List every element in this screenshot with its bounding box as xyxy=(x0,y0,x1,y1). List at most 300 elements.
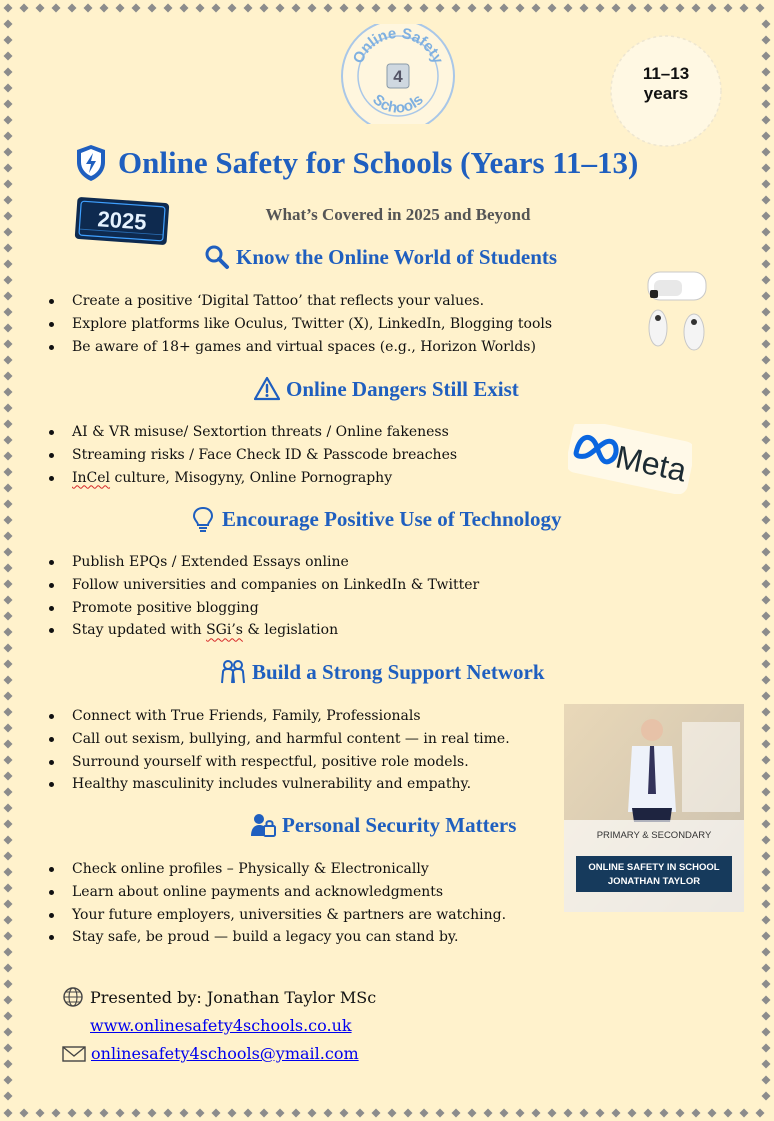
border-diamond xyxy=(4,4,13,13)
border-diamond xyxy=(762,596,771,605)
border-diamond xyxy=(4,420,13,429)
section-heading-personal-security xyxy=(250,812,516,838)
border-diamond xyxy=(116,1109,125,1118)
section-heading-text: Build a Strong Support Network xyxy=(252,659,545,684)
border-diamond xyxy=(762,548,771,557)
age-unit: years xyxy=(643,84,689,103)
border-diamond xyxy=(762,1044,771,1053)
shield-icon xyxy=(74,143,108,183)
border-diamond xyxy=(762,148,771,157)
border-diamond xyxy=(762,244,771,253)
border-diamond xyxy=(740,1109,749,1118)
subtitle: What’s Covered in 2025 and Beyond xyxy=(265,205,531,224)
border-diamond xyxy=(4,916,13,925)
border-diamond xyxy=(468,1109,477,1118)
border-diamond xyxy=(4,804,13,813)
border-diamond xyxy=(762,260,771,269)
border-diamond xyxy=(762,788,771,797)
border-diamond xyxy=(762,772,771,781)
border-diamond xyxy=(420,4,429,13)
photo-caption-line1: ONLINE SAFETY IN SCHOOL xyxy=(588,862,720,873)
border-diamond xyxy=(762,180,771,189)
border-diamond xyxy=(4,244,13,253)
border-diamond xyxy=(516,4,525,13)
border-diamond xyxy=(580,4,589,13)
envelope-icon xyxy=(62,1045,86,1063)
presenter-photo xyxy=(564,704,744,912)
border-diamond xyxy=(468,4,477,13)
list-item: Create a positive ‘Digital Tattoo’ that reflects your values. xyxy=(48,290,552,313)
border-diamond xyxy=(676,4,685,13)
border-diamond xyxy=(762,20,771,29)
border-diamond xyxy=(4,596,13,605)
border-diamond xyxy=(4,20,13,29)
border-diamond xyxy=(708,4,717,13)
border-diamond xyxy=(372,1109,381,1118)
border-diamond xyxy=(548,4,557,13)
list-item: AI & VR misuse/ Sextortion threats / Online fakeness xyxy=(48,421,457,444)
border-diamond xyxy=(68,1109,77,1118)
border-diamond xyxy=(4,644,13,653)
border-diamond xyxy=(116,4,125,13)
border-diamond xyxy=(4,84,13,93)
border-diamond xyxy=(762,996,771,1005)
border-diamond xyxy=(4,36,13,45)
logo-numeral: 4 xyxy=(393,67,403,86)
spellcheck-word: SGi’s xyxy=(206,622,243,639)
border-diamond xyxy=(4,868,13,877)
border-diamond xyxy=(4,1060,13,1069)
border-diamond xyxy=(644,4,653,13)
border-diamond xyxy=(628,4,637,13)
meta-logo-image xyxy=(568,424,692,494)
list-item xyxy=(48,619,479,642)
list-item: Learn about online payments and acknowledgments xyxy=(48,881,506,904)
border-diamond xyxy=(500,1109,509,1118)
border-diamond xyxy=(762,756,771,765)
magnifier-icon xyxy=(204,244,230,270)
section-heading-text: Know the Online World of Students xyxy=(236,244,558,269)
border-diamond xyxy=(52,4,61,13)
border-diamond xyxy=(68,4,77,13)
border-diamond xyxy=(762,468,771,477)
border-diamond xyxy=(4,788,13,797)
bullet-list-online-world xyxy=(48,290,552,358)
border-diamond xyxy=(762,612,771,621)
list-item: Be aware of 18+ games and virtual spaces (e.g., Horizon Worlds) xyxy=(48,336,552,359)
border-diamond xyxy=(4,164,13,173)
list-item xyxy=(48,467,457,490)
border-diamond xyxy=(644,1109,653,1118)
border-diamond xyxy=(484,1109,493,1118)
title-row xyxy=(74,142,754,184)
list-item: Publish EPQs / Extended Essays online xyxy=(48,551,479,574)
border-diamond xyxy=(762,692,771,701)
border-diamond xyxy=(762,52,771,61)
border-diamond xyxy=(260,4,269,13)
border-diamond xyxy=(762,1076,771,1085)
border-diamond xyxy=(762,660,771,669)
border-diamond xyxy=(756,4,765,13)
border-diamond xyxy=(762,100,771,109)
border-diamond xyxy=(4,980,13,989)
border-diamond xyxy=(762,340,771,349)
border-diamond xyxy=(762,292,771,301)
bullet-list-positive-tech xyxy=(48,551,479,642)
border-diamond xyxy=(4,148,13,157)
border-diamond xyxy=(292,1109,301,1118)
border-diamond xyxy=(4,884,13,893)
border-diamond xyxy=(308,1109,317,1118)
border-diamond xyxy=(762,740,771,749)
border-diamond xyxy=(564,4,573,13)
list-item: Stay safe, be proud — build a legacy you can stand by. xyxy=(48,926,506,949)
border-diamond xyxy=(4,68,13,77)
border-diamond xyxy=(4,340,13,349)
border-diamond xyxy=(660,1109,669,1118)
border-diamond xyxy=(180,1109,189,1118)
border-diamond xyxy=(762,724,771,733)
border-diamond xyxy=(762,500,771,509)
list-item: Surround yourself with respectful, positive role models. xyxy=(48,751,510,774)
border-diamond xyxy=(244,4,253,13)
border-diamond xyxy=(762,884,771,893)
border-diamond xyxy=(4,52,13,61)
border-diamond xyxy=(260,1109,269,1118)
border-diamond xyxy=(4,516,13,525)
photo-caption-top: PRIMARY & SECONDARY xyxy=(596,830,712,841)
border-diamond xyxy=(628,1109,637,1118)
list-item: Follow universities and companies on LinkedIn & Twitter xyxy=(48,574,479,597)
border-diamond xyxy=(4,836,13,845)
page-title: Online Safety for Schools (Years 11–13) xyxy=(118,145,639,180)
border-diamond xyxy=(676,1109,685,1118)
border-diamond xyxy=(4,772,13,781)
border-diamond xyxy=(762,436,771,445)
border-diamond xyxy=(36,1109,45,1118)
logo-bottom-text: Schools xyxy=(369,91,427,117)
border-diamond xyxy=(762,388,771,397)
border-diamond xyxy=(356,1109,365,1118)
border-diamond xyxy=(532,1109,541,1118)
list-item: Connect with True Friends, Family, Professionals xyxy=(48,705,510,728)
border-diamond xyxy=(762,676,771,685)
border-diamond xyxy=(388,4,397,13)
border-diamond xyxy=(148,1109,157,1118)
border-diamond xyxy=(580,1109,589,1118)
list-item: Call out sexism, bullying, and harmful content — in real time. xyxy=(48,728,510,751)
list-item: Healthy masculinity includes vulnerability and empathy. xyxy=(48,773,510,796)
border-diamond xyxy=(762,964,771,973)
border-diamond xyxy=(4,356,13,365)
border-diamond xyxy=(212,4,221,13)
border-diamond xyxy=(4,372,13,381)
border-diamond xyxy=(372,4,381,13)
border-diamond xyxy=(84,4,93,13)
presenter-line xyxy=(62,986,376,1008)
border-diamond xyxy=(244,1109,253,1118)
border-diamond xyxy=(762,580,771,589)
list-item: Promote positive blogging xyxy=(48,597,479,620)
lock-person-icon xyxy=(250,812,276,838)
border-diamond xyxy=(762,356,771,365)
border-diamond xyxy=(762,708,771,717)
border-diamond xyxy=(340,4,349,13)
border-diamond xyxy=(4,612,13,621)
border-diamond xyxy=(4,564,13,573)
bullet-list-personal-security xyxy=(48,858,506,949)
border-diamond xyxy=(708,1109,717,1118)
border-diamond xyxy=(740,4,749,13)
section-heading-text: Personal Security Matters xyxy=(282,812,517,837)
border-diamond xyxy=(4,196,13,205)
border-diamond xyxy=(4,532,13,541)
online-safety-4-schools-logo xyxy=(338,24,458,124)
border-diamond xyxy=(164,1109,173,1118)
border-diamond xyxy=(762,932,771,941)
globe-icon xyxy=(62,986,84,1008)
border-diamond xyxy=(20,4,29,13)
border-diamond xyxy=(692,1109,701,1118)
border-diamond xyxy=(4,900,13,909)
border-diamond xyxy=(20,1109,29,1118)
border-diamond xyxy=(276,1109,285,1118)
border-diamond xyxy=(4,692,13,701)
border-diamond xyxy=(762,1012,771,1021)
border-diamond xyxy=(4,100,13,109)
border-diamond xyxy=(4,1028,13,1037)
border-diamond xyxy=(762,564,771,573)
border-diamond xyxy=(4,964,13,973)
border-diamond xyxy=(4,468,13,477)
border-diamond xyxy=(4,820,13,829)
section-heading-positive-tech xyxy=(190,506,562,532)
border-diamond xyxy=(762,1028,771,1037)
border-diamond xyxy=(762,516,771,525)
warning-icon xyxy=(254,376,280,402)
border-diamond xyxy=(4,948,13,957)
age-range: 11–13 xyxy=(642,64,690,83)
border-diamond xyxy=(4,1092,13,1101)
website-line xyxy=(90,1016,352,1035)
border-diamond xyxy=(762,1092,771,1101)
border-diamond xyxy=(762,980,771,989)
border-diamond xyxy=(100,1109,109,1118)
border-diamond xyxy=(762,948,771,957)
border-diamond xyxy=(356,4,365,13)
border-diamond xyxy=(212,1109,221,1118)
border-diamond xyxy=(4,276,13,285)
border-diamond xyxy=(756,1109,765,1118)
border-diamond xyxy=(4,724,13,733)
border-diamond xyxy=(4,932,13,941)
logo-top-text: Online Safety xyxy=(349,24,447,67)
border-diamond xyxy=(548,1109,557,1118)
border-diamond xyxy=(762,484,771,493)
vr-headset-image xyxy=(640,266,714,358)
border-diamond xyxy=(132,4,141,13)
border-diamond xyxy=(436,1109,445,1118)
border-diamond xyxy=(660,4,669,13)
border-diamond xyxy=(4,1109,13,1118)
border-diamond xyxy=(180,4,189,13)
border-diamond xyxy=(4,292,13,301)
lightbulb-icon xyxy=(190,506,216,532)
border-diamond xyxy=(4,676,13,685)
border-diamond xyxy=(36,4,45,13)
border-diamond xyxy=(4,628,13,637)
meta-wordmark: Meta xyxy=(612,438,690,489)
border-diamond xyxy=(762,132,771,141)
border-diamond xyxy=(762,836,771,845)
border-diamond xyxy=(762,324,771,333)
border-diamond xyxy=(292,4,301,13)
border-diamond xyxy=(404,4,413,13)
list-item: Streaming risks / Face Check ID & Passcode breaches xyxy=(48,444,457,467)
border-diamond xyxy=(228,4,237,13)
border-diamond xyxy=(340,1109,349,1118)
border-diamond xyxy=(4,500,13,509)
border-diamond xyxy=(692,4,701,13)
border-diamond xyxy=(4,308,13,317)
border-diamond xyxy=(762,452,771,461)
list-item: Check online profiles – Physically & Electronically xyxy=(48,858,506,881)
year-2025-text: 2025 xyxy=(96,206,148,235)
border-diamond xyxy=(564,1109,573,1118)
list-item: Your future employers, universities & partners are watching. xyxy=(48,904,506,927)
border-diamond xyxy=(4,996,13,1005)
border-diamond xyxy=(762,900,771,909)
list-item-text: culture, Misogyny, Online Pornography xyxy=(110,469,393,486)
border-diamond xyxy=(4,708,13,717)
border-diamond xyxy=(516,1109,525,1118)
border-diamond xyxy=(762,868,771,877)
border-diamond xyxy=(762,116,771,125)
border-diamond xyxy=(762,308,771,317)
border-diamond xyxy=(196,4,205,13)
border-diamond xyxy=(4,132,13,141)
border-diamond xyxy=(612,1109,621,1118)
border-diamond xyxy=(388,1109,397,1118)
border-diamond xyxy=(148,4,157,13)
age-badge xyxy=(608,32,724,150)
border-diamond xyxy=(420,1109,429,1118)
border-diamond xyxy=(762,372,771,381)
border-diamond xyxy=(4,852,13,861)
border-diamond xyxy=(4,452,13,461)
presenter-text: Presented by: Jonathan Taylor MSc xyxy=(90,987,377,1007)
section-heading-text: Online Dangers Still Exist xyxy=(286,376,519,401)
border-diamond xyxy=(4,260,13,269)
border-diamond xyxy=(500,4,509,13)
photo-caption-line2: JONATHAN TAYLOR xyxy=(607,876,701,887)
list-item: Explore platforms like Oculus, Twitter (X), LinkedIn, Blogging tools xyxy=(48,313,552,336)
border-diamond xyxy=(84,1109,93,1118)
list-item-text: & legislation xyxy=(242,622,339,639)
border-diamond xyxy=(762,36,771,45)
border-diamond xyxy=(762,1060,771,1069)
border-diamond xyxy=(724,4,733,13)
border-diamond xyxy=(4,404,13,413)
border-diamond xyxy=(4,1044,13,1053)
border-diamond xyxy=(4,436,13,445)
border-diamond xyxy=(484,4,493,13)
border-diamond xyxy=(4,660,13,669)
border-diamond xyxy=(4,116,13,125)
section-heading-text: Encourage Positive Use of Technology xyxy=(222,506,562,531)
border-diamond xyxy=(762,404,771,413)
border-diamond xyxy=(596,1109,605,1118)
border-diamond xyxy=(324,1109,333,1118)
border-diamond xyxy=(4,388,13,397)
border-diamond xyxy=(762,532,771,541)
border-diamond xyxy=(762,804,771,813)
email-link[interactable]: onlinesafety4schools@ymail.com xyxy=(91,1044,359,1063)
border-diamond xyxy=(452,4,461,13)
border-diamond xyxy=(762,628,771,637)
border-diamond xyxy=(436,4,445,13)
border-diamond xyxy=(762,644,771,653)
section-heading-dangers xyxy=(254,376,519,402)
border-diamond xyxy=(4,1012,13,1021)
border-diamond xyxy=(762,276,771,285)
spellcheck-word: InCel xyxy=(72,469,111,486)
border-diamond xyxy=(4,580,13,589)
border-diamond xyxy=(4,484,13,493)
border-diamond xyxy=(452,1109,461,1118)
bullet-list-support-network xyxy=(48,705,510,796)
border-diamond xyxy=(724,1109,733,1118)
border-diamond xyxy=(762,196,771,205)
border-diamond xyxy=(4,228,13,237)
border-diamond xyxy=(762,68,771,77)
border-diamond xyxy=(4,180,13,189)
email-line xyxy=(62,1044,359,1063)
border-diamond xyxy=(52,1109,61,1118)
border-diamond xyxy=(276,4,285,13)
border-diamond xyxy=(196,1109,205,1118)
border-diamond xyxy=(762,228,771,237)
border-diamond xyxy=(762,916,771,925)
border-diamond xyxy=(404,1109,413,1118)
border-diamond xyxy=(4,324,13,333)
border-diamond xyxy=(4,548,13,557)
border-diamond xyxy=(612,4,621,13)
border-diamond xyxy=(132,1109,141,1118)
section-heading-support-network xyxy=(220,659,545,685)
people-icon xyxy=(220,659,246,685)
border-diamond xyxy=(762,852,771,861)
border-diamond xyxy=(228,1109,237,1118)
border-diamond xyxy=(762,84,771,93)
border-diamond xyxy=(308,4,317,13)
website-link[interactable]: www.onlinesafety4schools.co.uk xyxy=(90,1016,352,1035)
border-diamond xyxy=(762,420,771,429)
border-diamond xyxy=(4,740,13,749)
border-diamond xyxy=(762,820,771,829)
border-diamond xyxy=(324,4,333,13)
border-diamond xyxy=(100,4,109,13)
section-heading-online-world xyxy=(204,244,557,270)
bullet-list-dangers xyxy=(48,421,457,489)
border-diamond xyxy=(164,4,173,13)
border-diamond xyxy=(4,1076,13,1085)
list-item-text: Stay updated with xyxy=(72,622,207,639)
border-diamond xyxy=(532,4,541,13)
border-diamond xyxy=(762,164,771,173)
border-diamond xyxy=(4,756,13,765)
border-diamond xyxy=(596,4,605,13)
